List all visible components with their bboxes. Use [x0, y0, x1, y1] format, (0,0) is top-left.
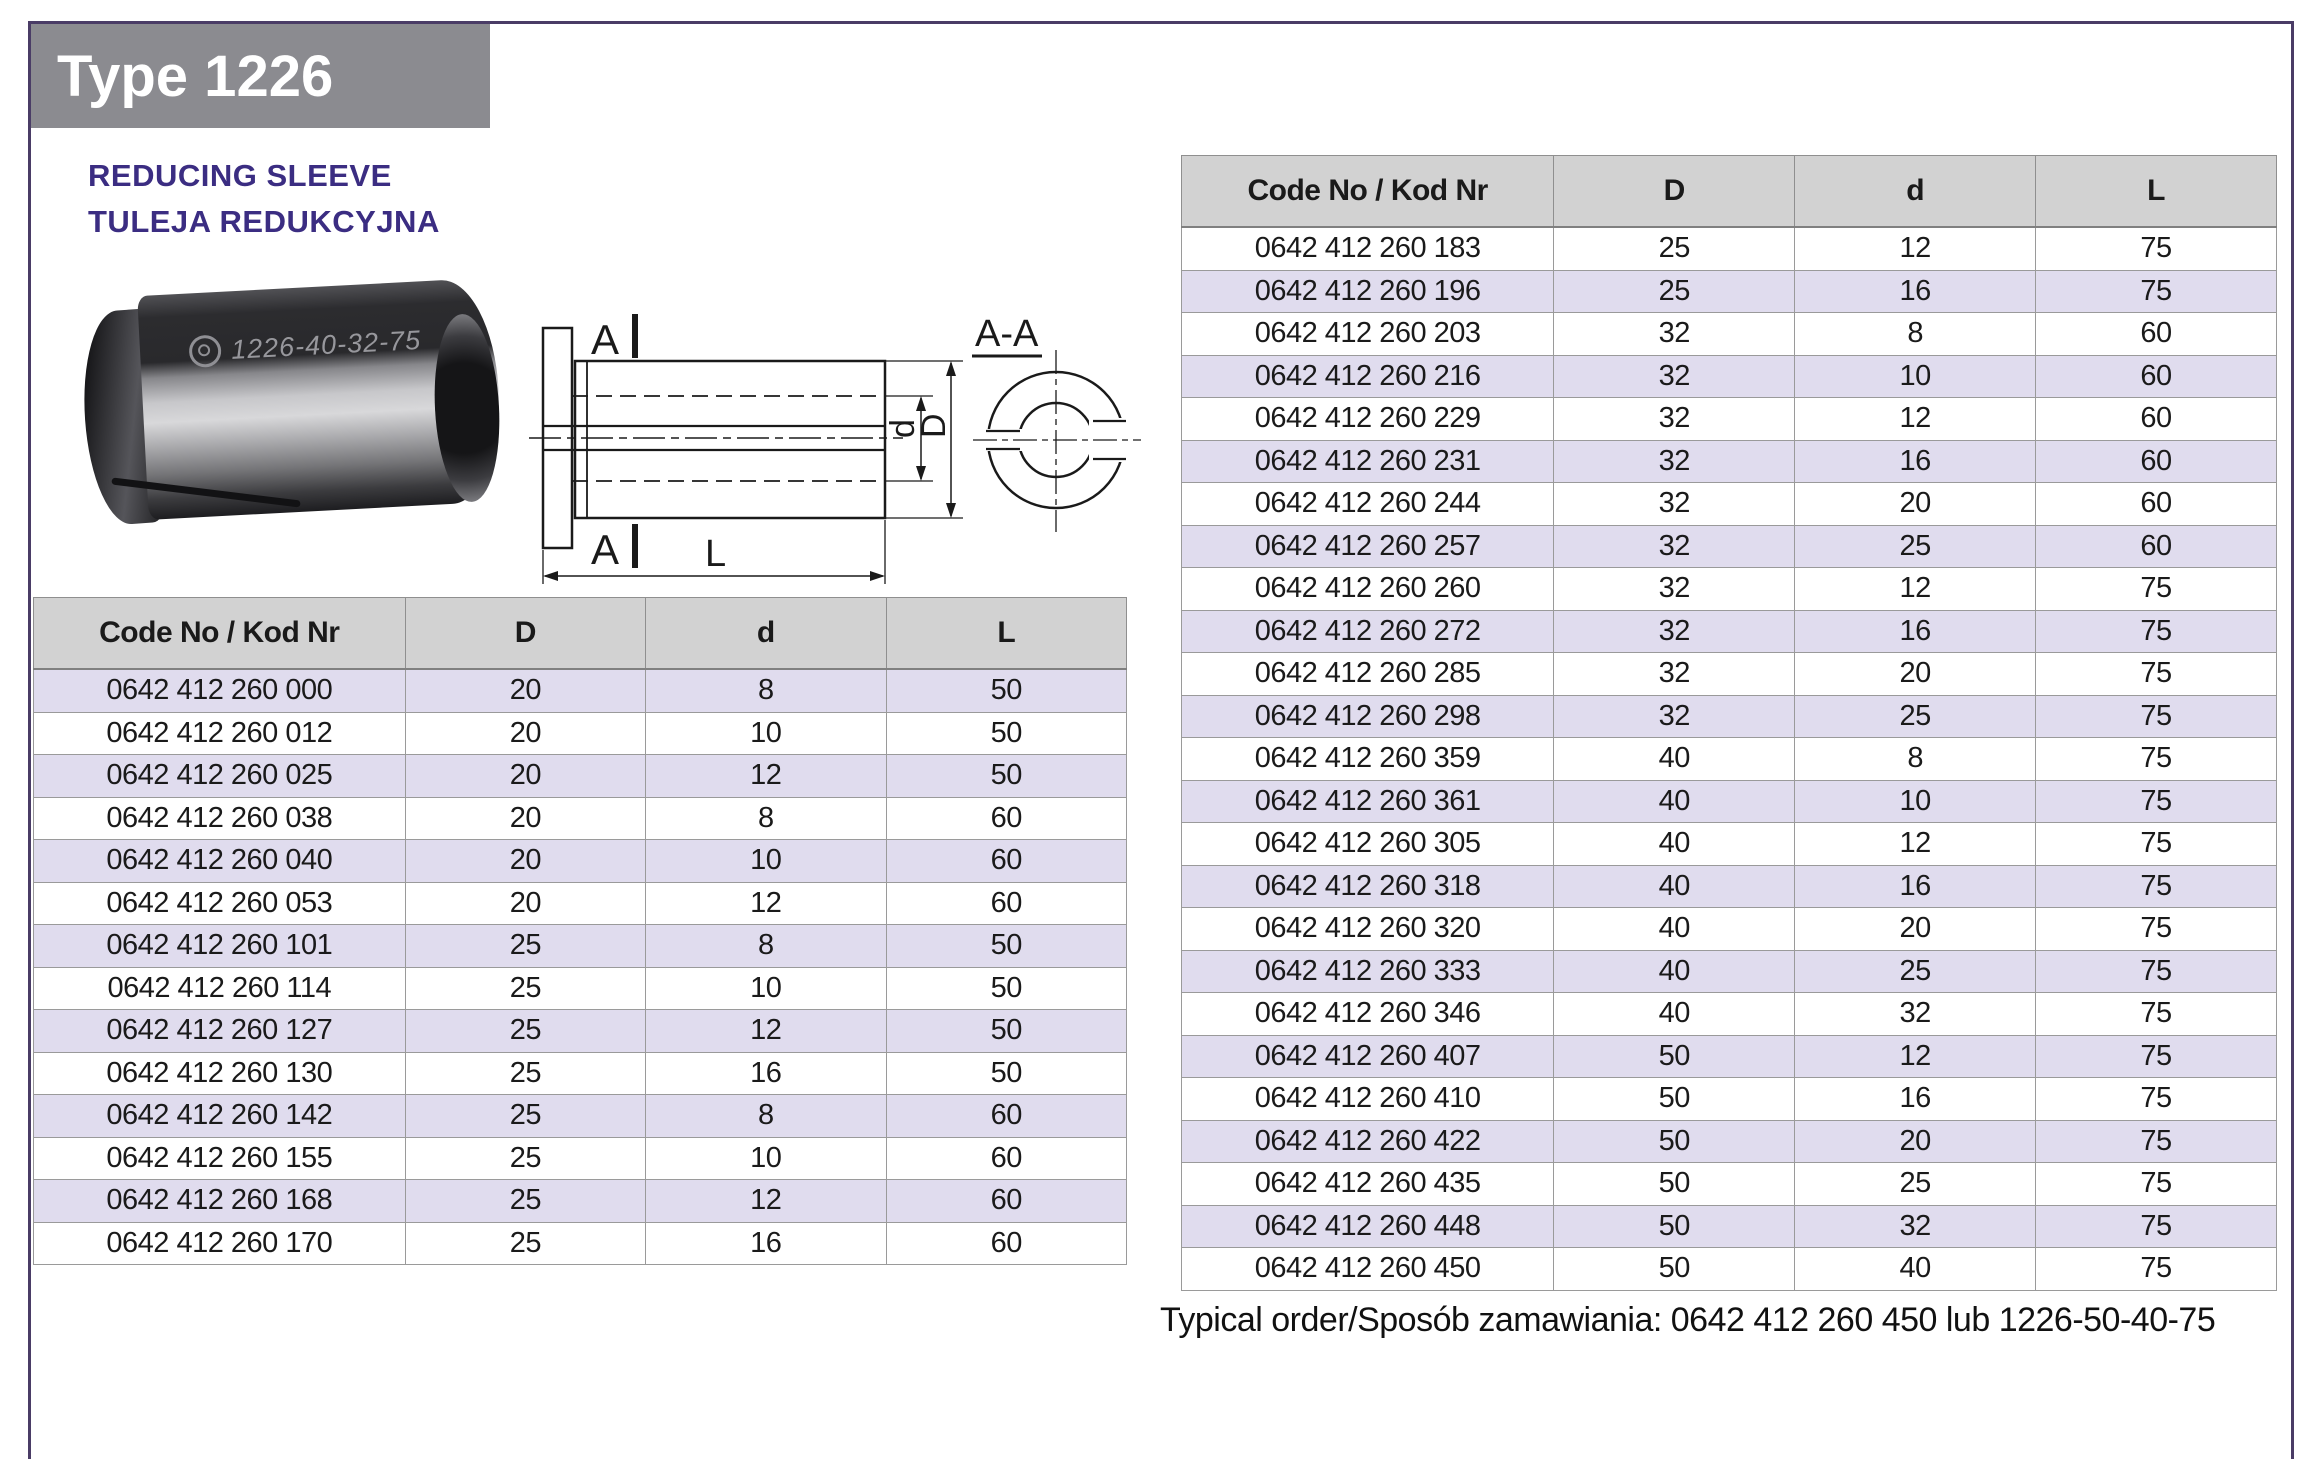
- value-cell: 12: [646, 1010, 886, 1053]
- value-cell: 75: [2036, 908, 2277, 951]
- engraving-text: 1226-40-32-75: [230, 324, 422, 365]
- code-cell: 0642 412 260 298: [1182, 695, 1554, 738]
- value-cell: 75: [2036, 865, 2277, 908]
- code-cell: 0642 412 260 318: [1182, 865, 1554, 908]
- table-row: [34, 669, 1127, 712]
- dim-label-L: L: [705, 533, 727, 575]
- value-cell: 50: [1554, 1078, 1795, 1121]
- value-cell: 50: [1554, 1205, 1795, 1248]
- value-cell: 32: [1554, 355, 1795, 398]
- value-cell: 16: [1795, 270, 2036, 313]
- value-cell: 40: [1554, 738, 1795, 781]
- value-cell: 8: [646, 1095, 886, 1138]
- code-cell: 0642 412 260 272: [1182, 610, 1554, 653]
- value-cell: 20: [1795, 653, 2036, 696]
- table-row: [34, 840, 1127, 883]
- type-title: Type 1226: [57, 43, 334, 109]
- value-cell: 10: [646, 967, 886, 1010]
- table-row: [1182, 695, 2277, 738]
- value-cell: 75: [2036, 653, 2277, 696]
- value-cell: 60: [886, 1095, 1126, 1138]
- value-cell: 8: [646, 669, 886, 712]
- table-row: [1182, 525, 2277, 568]
- value-cell: 12: [1795, 568, 2036, 611]
- value-cell: 32: [1554, 695, 1795, 738]
- section-marker-top: A: [591, 316, 620, 363]
- value-cell: 12: [1795, 823, 2036, 866]
- value-cell: 25: [1795, 1163, 2036, 1206]
- value-cell: 32: [1554, 610, 1795, 653]
- table-row: [34, 1095, 1127, 1138]
- column-header-d: d: [646, 598, 886, 670]
- table-row: [34, 712, 1127, 755]
- value-cell: 25: [1795, 525, 2036, 568]
- value-cell: 60: [2036, 355, 2277, 398]
- value-cell: 10: [646, 840, 886, 883]
- value-cell: 50: [886, 1052, 1126, 1095]
- table-row: [34, 967, 1127, 1010]
- value-cell: 50: [1554, 1163, 1795, 1206]
- code-cell: 0642 412 260 422: [1182, 1120, 1554, 1163]
- product-photo: [85, 296, 499, 528]
- code-cell: 0642 412 260 196: [1182, 270, 1554, 313]
- value-cell: 20: [405, 797, 645, 840]
- value-cell: 50: [886, 712, 1126, 755]
- code-cell: 0642 412 260 127: [34, 1010, 406, 1053]
- value-cell: 60: [886, 882, 1126, 925]
- code-cell: 0642 412 260 285: [1182, 653, 1554, 696]
- value-cell: 20: [1795, 908, 2036, 951]
- code-cell: 0642 412 260 257: [1182, 525, 1554, 568]
- code-cell: 0642 412 260 012: [34, 712, 406, 755]
- value-cell: 40: [1554, 993, 1795, 1036]
- value-cell: 75: [2036, 227, 2277, 270]
- value-cell: 25: [405, 967, 645, 1010]
- value-cell: 50: [886, 669, 1126, 712]
- table-row: [1182, 993, 2277, 1036]
- table-row: [1182, 865, 2277, 908]
- dim-label-D: D: [915, 413, 953, 438]
- table-row: [1182, 313, 2277, 356]
- value-cell: 32: [1554, 398, 1795, 441]
- code-cell: 0642 412 260 407: [1182, 1035, 1554, 1078]
- value-cell: 40: [1554, 780, 1795, 823]
- value-cell: 50: [1554, 1120, 1795, 1163]
- code-cell: 0642 412 260 142: [34, 1095, 406, 1138]
- table-row: [1182, 738, 2277, 781]
- typical-order-note: Typical order/Sposób zamawiania: 0642 412 260 450 lub 1226-50-40-75: [1160, 1301, 2216, 1339]
- value-cell: 75: [2036, 738, 2277, 781]
- value-cell: 20: [405, 840, 645, 883]
- table-row: [1182, 653, 2277, 696]
- value-cell: 12: [646, 882, 886, 925]
- product-name-pl: TULEJA REDUKCYJNA: [88, 204, 440, 239]
- value-cell: 20: [405, 755, 645, 798]
- value-cell: 40: [1554, 950, 1795, 993]
- table-row: [34, 1222, 1127, 1265]
- table-row: [1182, 398, 2277, 441]
- table-row: [1182, 568, 2277, 611]
- value-cell: 32: [1554, 525, 1795, 568]
- value-cell: 75: [2036, 1205, 2277, 1248]
- value-cell: 10: [1795, 780, 2036, 823]
- code-cell: 0642 412 260 361: [1182, 780, 1554, 823]
- brand-logo-icon: [188, 334, 222, 368]
- value-cell: 75: [2036, 1120, 2277, 1163]
- value-cell: 25: [405, 925, 645, 968]
- value-cell: 75: [2036, 1035, 2277, 1078]
- column-header-L: L: [886, 598, 1126, 670]
- table-row: [34, 797, 1127, 840]
- value-cell: 32: [1554, 483, 1795, 526]
- table-row: [1182, 227, 2277, 270]
- table-row: [1182, 355, 2277, 398]
- column-header-D: D: [405, 598, 645, 670]
- value-cell: 50: [886, 967, 1126, 1010]
- value-cell: 16: [646, 1222, 886, 1265]
- value-cell: 50: [886, 925, 1126, 968]
- spec-table-right: [1181, 155, 2277, 1291]
- code-cell: 0642 412 260 025: [34, 755, 406, 798]
- value-cell: 10: [1795, 355, 2036, 398]
- value-cell: 75: [2036, 993, 2277, 1036]
- section-view-label: A-A: [975, 313, 1039, 355]
- code-cell: 0642 412 260 053: [34, 882, 406, 925]
- value-cell: 60: [2036, 525, 2277, 568]
- code-cell: 0642 412 260 320: [1182, 908, 1554, 951]
- table-row: [1182, 483, 2277, 526]
- table-row: [34, 1052, 1127, 1095]
- value-cell: 8: [1795, 738, 2036, 781]
- code-cell: 0642 412 260 203: [1182, 313, 1554, 356]
- technical-drawing: [523, 288, 1171, 610]
- value-cell: 16: [1795, 440, 2036, 483]
- value-cell: 25: [405, 1010, 645, 1053]
- table-row: [1182, 1248, 2277, 1291]
- dim-label-d: d: [884, 419, 922, 438]
- code-cell: 0642 412 260 183: [1182, 227, 1554, 270]
- code-cell: 0642 412 260 244: [1182, 483, 1554, 526]
- value-cell: 75: [2036, 823, 2277, 866]
- code-cell: 0642 412 260 101: [34, 925, 406, 968]
- page-border-left: [28, 21, 31, 1459]
- drawing-svg: [523, 288, 1171, 610]
- value-cell: 25: [405, 1222, 645, 1265]
- value-cell: 25: [1554, 227, 1795, 270]
- product-name-en: REDUCING SLEEVE: [88, 158, 392, 193]
- type-title-box: [31, 24, 490, 128]
- table-row: [1182, 270, 2277, 313]
- value-cell: 60: [2036, 483, 2277, 526]
- code-cell: 0642 412 260 435: [1182, 1163, 1554, 1206]
- value-cell: 16: [646, 1052, 886, 1095]
- value-cell: 20: [1795, 1120, 2036, 1163]
- table-row: [1182, 1163, 2277, 1206]
- table-row: [34, 755, 1127, 798]
- value-cell: 60: [886, 1137, 1126, 1180]
- value-cell: 25: [1795, 695, 2036, 738]
- value-cell: 25: [1554, 270, 1795, 313]
- value-cell: 12: [646, 1180, 886, 1223]
- code-cell: 0642 412 260 000: [34, 669, 406, 712]
- table-row: [1182, 780, 2277, 823]
- value-cell: 20: [405, 712, 645, 755]
- value-cell: 12: [1795, 398, 2036, 441]
- table-row: [1182, 440, 2277, 483]
- value-cell: 25: [405, 1137, 645, 1180]
- code-cell: 0642 412 260 359: [1182, 738, 1554, 781]
- value-cell: 75: [2036, 780, 2277, 823]
- value-cell: 8: [1795, 313, 2036, 356]
- value-cell: 12: [646, 755, 886, 798]
- column-header-code: Code No / Kod Nr: [34, 598, 406, 670]
- code-cell: 0642 412 260 114: [34, 967, 406, 1010]
- table-row: [1182, 1078, 2277, 1121]
- value-cell: 75: [2036, 270, 2277, 313]
- value-cell: 50: [1554, 1035, 1795, 1078]
- value-cell: 60: [2036, 313, 2277, 356]
- table-row: [1182, 950, 2277, 993]
- code-cell: 0642 412 260 130: [34, 1052, 406, 1095]
- value-cell: 50: [1554, 1248, 1795, 1291]
- code-cell: 0642 412 260 346: [1182, 993, 1554, 1036]
- table-row: [1182, 1035, 2277, 1078]
- value-cell: 40: [1554, 865, 1795, 908]
- code-cell: 0642 412 260 038: [34, 797, 406, 840]
- table-row: [1182, 908, 2277, 951]
- value-cell: 10: [646, 1137, 886, 1180]
- value-cell: 75: [2036, 1078, 2277, 1121]
- code-cell: 0642 412 260 155: [34, 1137, 406, 1180]
- value-cell: 12: [1795, 1035, 2036, 1078]
- table-row: [34, 1010, 1127, 1053]
- value-cell: 25: [405, 1095, 645, 1138]
- value-cell: 8: [646, 925, 886, 968]
- code-cell: 0642 412 260 305: [1182, 823, 1554, 866]
- code-cell: 0642 412 260 040: [34, 840, 406, 883]
- code-cell: 0642 412 260 333: [1182, 950, 1554, 993]
- value-cell: 32: [1554, 653, 1795, 696]
- code-cell: 0642 412 260 410: [1182, 1078, 1554, 1121]
- value-cell: 32: [1795, 1205, 2036, 1248]
- value-cell: 20: [405, 669, 645, 712]
- section-marker-bottom: A: [591, 526, 620, 573]
- value-cell: 20: [405, 882, 645, 925]
- table-row: [1182, 1205, 2277, 1248]
- table-header-row: [1182, 156, 2277, 228]
- value-cell: 32: [1554, 440, 1795, 483]
- value-cell: 75: [2036, 610, 2277, 653]
- column-header-D: D: [1554, 156, 1795, 228]
- value-cell: 50: [886, 1010, 1126, 1053]
- table-row: [1182, 610, 2277, 653]
- code-cell: 0642 412 260 216: [1182, 355, 1554, 398]
- spec-table-left: [33, 597, 1127, 1265]
- table-row: [34, 1137, 1127, 1180]
- table-row: [34, 1180, 1127, 1223]
- code-cell: 0642 412 260 448: [1182, 1205, 1554, 1248]
- value-cell: 75: [2036, 695, 2277, 738]
- value-cell: 75: [2036, 950, 2277, 993]
- column-header-d: d: [1795, 156, 2036, 228]
- value-cell: 60: [886, 840, 1126, 883]
- code-cell: 0642 412 260 450: [1182, 1248, 1554, 1291]
- code-cell: 0642 412 260 260: [1182, 568, 1554, 611]
- value-cell: 60: [2036, 440, 2277, 483]
- value-cell: 16: [1795, 865, 2036, 908]
- value-cell: 16: [1795, 610, 2036, 653]
- value-cell: 60: [886, 1180, 1126, 1223]
- value-cell: 20: [1795, 483, 2036, 526]
- value-cell: 32: [1554, 313, 1795, 356]
- code-cell: 0642 412 260 231: [1182, 440, 1554, 483]
- column-header-code: Code No / Kod Nr: [1182, 156, 1554, 228]
- table-row: [34, 925, 1127, 968]
- value-cell: 60: [2036, 398, 2277, 441]
- value-cell: 40: [1554, 908, 1795, 951]
- value-cell: 40: [1795, 1248, 2036, 1291]
- value-cell: 32: [1795, 993, 2036, 1036]
- table-row: [1182, 823, 2277, 866]
- value-cell: 25: [405, 1052, 645, 1095]
- value-cell: 32: [1554, 568, 1795, 611]
- table-row: [1182, 1120, 2277, 1163]
- value-cell: 10: [646, 712, 886, 755]
- value-cell: 60: [886, 1222, 1126, 1265]
- value-cell: 60: [886, 797, 1126, 840]
- drawing-body: [575, 361, 885, 518]
- value-cell: 25: [405, 1180, 645, 1223]
- code-cell: 0642 412 260 170: [34, 1222, 406, 1265]
- value-cell: 75: [2036, 1163, 2277, 1206]
- value-cell: 50: [886, 755, 1126, 798]
- value-cell: 8: [646, 797, 886, 840]
- code-cell: 0642 412 260 168: [34, 1180, 406, 1223]
- code-cell: 0642 412 260 229: [1182, 398, 1554, 441]
- value-cell: 25: [1795, 950, 2036, 993]
- table-row: [34, 882, 1127, 925]
- value-cell: 40: [1554, 823, 1795, 866]
- value-cell: 16: [1795, 1078, 2036, 1121]
- page-border-right: [2291, 21, 2294, 1459]
- table-header-row: [34, 598, 1127, 670]
- column-header-L: L: [2036, 156, 2277, 228]
- value-cell: 75: [2036, 1248, 2277, 1291]
- value-cell: 75: [2036, 568, 2277, 611]
- value-cell: 12: [1795, 227, 2036, 270]
